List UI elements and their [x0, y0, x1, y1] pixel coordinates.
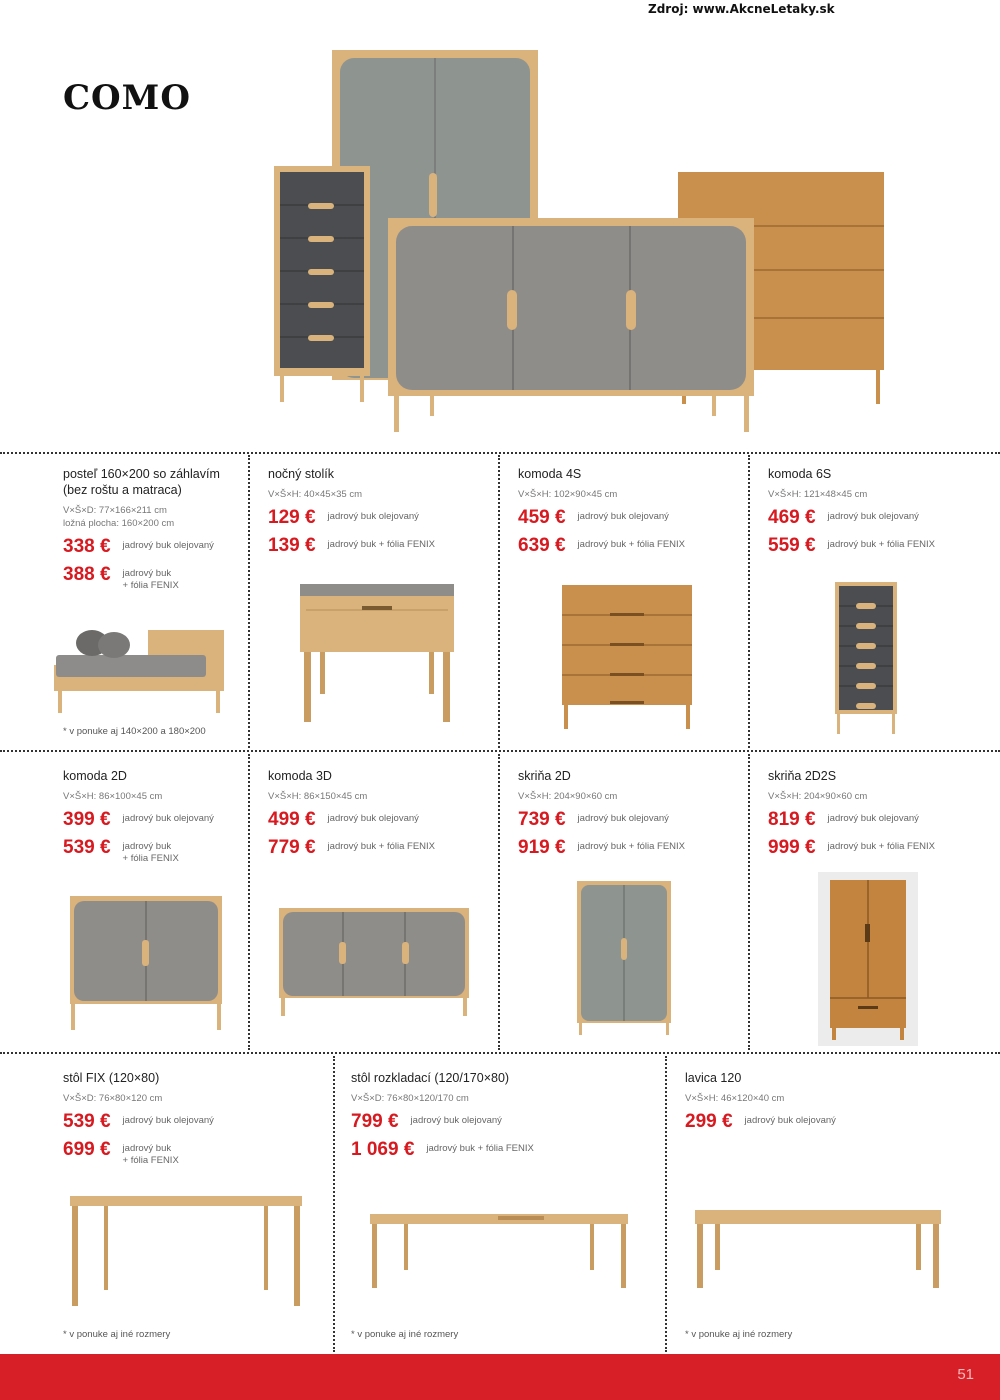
product-dimensions: V×Š×H: 40×45×35 cm [268, 489, 363, 500]
price-material: jadrový buk olejovaný [410, 1115, 502, 1126]
price-material: jadrový buk olejovaný [122, 540, 214, 551]
product-dimensions: V×Š×H: 46×120×40 cm [685, 1093, 785, 1104]
price-material: jadrový buk + fólia FENIX [577, 539, 685, 550]
price-row [63, 1111, 328, 1133]
product-dimensions: V×Š×D: 76×80×120/170 cm [351, 1093, 469, 1104]
price-row [768, 507, 993, 529]
price-row [351, 1111, 656, 1133]
bench-image [693, 1208, 943, 1290]
price-value: 779 € [268, 837, 316, 858]
price-row [268, 837, 493, 859]
price-value: 129 € [268, 507, 316, 528]
row-separator [0, 750, 1000, 752]
price-value: 299 € [685, 1111, 733, 1132]
price-material: jadrový buk + fólia FENIX [827, 841, 935, 852]
price-row [268, 809, 493, 831]
price-material: jadrový buk + fólia FENIX [122, 841, 179, 864]
price-material: jadrový buk olejovaný [122, 813, 214, 824]
chest-6-drawers-image [834, 581, 898, 735]
product-card [768, 466, 993, 557]
row-separator [0, 452, 1000, 454]
product-name: lavica 120 [685, 1071, 742, 1085]
price-value: 388 € [63, 564, 111, 585]
page-number: 51 [957, 1366, 974, 1383]
product-note: * v ponuke aj 140×200 a 180×200 [63, 726, 206, 737]
price-value: 539 € [63, 1111, 111, 1132]
product-card [63, 466, 243, 592]
column-separator [333, 1056, 335, 1352]
price-value: 919 € [518, 837, 566, 858]
price-value: 539 € [63, 837, 111, 858]
price-value: 499 € [268, 809, 316, 830]
price-material: jadrový buk olejovaný [577, 511, 669, 522]
price-row [518, 837, 743, 859]
product-dimensions: V×Š×H: 86×100×45 cm [63, 791, 163, 802]
product-card [518, 466, 743, 557]
price-row [518, 809, 743, 831]
product-name: nočný stolík [268, 467, 335, 481]
price-row [768, 837, 993, 859]
row-separator [0, 1052, 1000, 1054]
product-card [351, 1070, 656, 1161]
price-material: jadrový buk + fólia FENIX [327, 539, 435, 550]
product-dimensions: V×Š×D: 76×80×120 cm [63, 1093, 163, 1104]
column-separator [748, 455, 750, 748]
product-card [768, 768, 993, 859]
price-value: 999 € [768, 837, 816, 858]
price-row [63, 837, 243, 865]
price-value: 639 € [518, 535, 566, 556]
price-material: jadrový buk olejovaný [827, 511, 919, 522]
price-material: jadrový buk + fólia FENIX [827, 539, 935, 550]
product-dimensions: V×Š×H: 204×90×60 cm [518, 791, 618, 802]
price-material: jadrový buk olejovaný [827, 813, 919, 824]
sideboard-3-doors-image [277, 906, 471, 1018]
price-material: jadrový buk + fólia FENIX [327, 841, 435, 852]
wardrobe-2-doors-image [576, 880, 672, 1036]
product-note: * v ponuke aj iné rozmery [351, 1329, 459, 1340]
price-material: jadrový buk olejovaný [327, 813, 419, 824]
page-footer-bar [0, 1354, 1000, 1400]
product-name: posteľ 160×200 so záhlavím (bez roštu a matraca) [63, 467, 220, 497]
price-value: 1 069 € [351, 1139, 415, 1160]
price-row [63, 536, 243, 558]
price-material: jadrový buk + fólia FENIX [577, 841, 685, 852]
wardrobe-2-doors-2-drawers-image [818, 872, 918, 1046]
price-material: jadrový buk olejovaný [577, 813, 669, 824]
product-name: stôl FIX (120×80) [63, 1071, 160, 1085]
product-card [518, 768, 743, 859]
column-separator [748, 754, 750, 1050]
price-value: 699 € [63, 1139, 111, 1160]
price-value: 819 € [768, 809, 816, 830]
column-separator [665, 1056, 667, 1352]
sideboard-2-doors-image [68, 894, 224, 1032]
price-value: 139 € [268, 535, 316, 556]
column-separator [248, 455, 250, 748]
bed-image [52, 625, 228, 717]
product-note: * v ponuke aj iné rozmery [63, 1329, 171, 1340]
column-separator [248, 754, 250, 1050]
product-name: skriňa 2D [518, 769, 571, 783]
product-card [63, 768, 243, 865]
product-note: * v ponuke aj iné rozmery [685, 1329, 793, 1340]
product-name: skriňa 2D2S [768, 769, 837, 783]
price-value: 459 € [518, 507, 566, 528]
price-material: jadrový buk olejovaný [122, 1115, 214, 1126]
price-value: 799 € [351, 1111, 399, 1132]
price-material: jadrový buk + fólia FENIX [122, 1143, 179, 1166]
collection-title: COMO [63, 78, 191, 118]
price-row [63, 564, 243, 592]
column-separator [498, 754, 500, 1050]
product-name: komoda 2D [63, 769, 127, 783]
price-material: jadrový buk + fólia FENIX [122, 568, 179, 591]
source-credit: Zdroj: www.AkcneLetaky.sk [648, 2, 835, 16]
table-fix-image [68, 1194, 304, 1310]
product-dimensions: V×Š×D: 77×166×211 cm ložná plocha: 160×200 cm [63, 505, 175, 529]
chest-4-drawers-image [560, 583, 694, 731]
column-separator [498, 455, 500, 748]
product-dimensions: V×Š×H: 121×48×45 cm [768, 489, 868, 500]
price-material: jadrový buk olejovaný [327, 511, 419, 522]
price-row [768, 535, 993, 557]
hero-furniture-image [270, 48, 890, 440]
price-material: jadrový buk + fólia FENIX [426, 1143, 534, 1154]
price-value: 739 € [518, 809, 566, 830]
price-row [518, 507, 743, 529]
price-row [685, 1111, 985, 1133]
product-name: stôl rozkladací (120/170×80) [351, 1071, 510, 1085]
price-value: 399 € [63, 809, 111, 830]
product-dimensions: V×Š×H: 204×90×60 cm [768, 791, 868, 802]
price-row [63, 1139, 328, 1167]
product-card [268, 466, 493, 557]
product-card [63, 1070, 328, 1167]
product-dimensions: V×Š×H: 86×150×45 cm [268, 791, 368, 802]
product-card [268, 768, 493, 859]
price-value: 338 € [63, 536, 111, 557]
price-row [768, 809, 993, 831]
price-material: jadrový buk olejovaný [744, 1115, 836, 1126]
price-row [351, 1139, 656, 1161]
price-value: 469 € [768, 507, 816, 528]
product-name: komoda 4S [518, 467, 582, 481]
price-value: 559 € [768, 535, 816, 556]
price-row [63, 809, 243, 831]
price-row [518, 535, 743, 557]
price-row [268, 507, 493, 529]
product-name: komoda 3D [268, 769, 332, 783]
product-card [685, 1070, 985, 1133]
nightstand-image [298, 582, 456, 724]
price-row [268, 535, 493, 557]
extendable-table-image [368, 1212, 630, 1290]
product-name: komoda 6S [768, 467, 832, 481]
product-dimensions: V×Š×H: 102×90×45 cm [518, 489, 618, 500]
